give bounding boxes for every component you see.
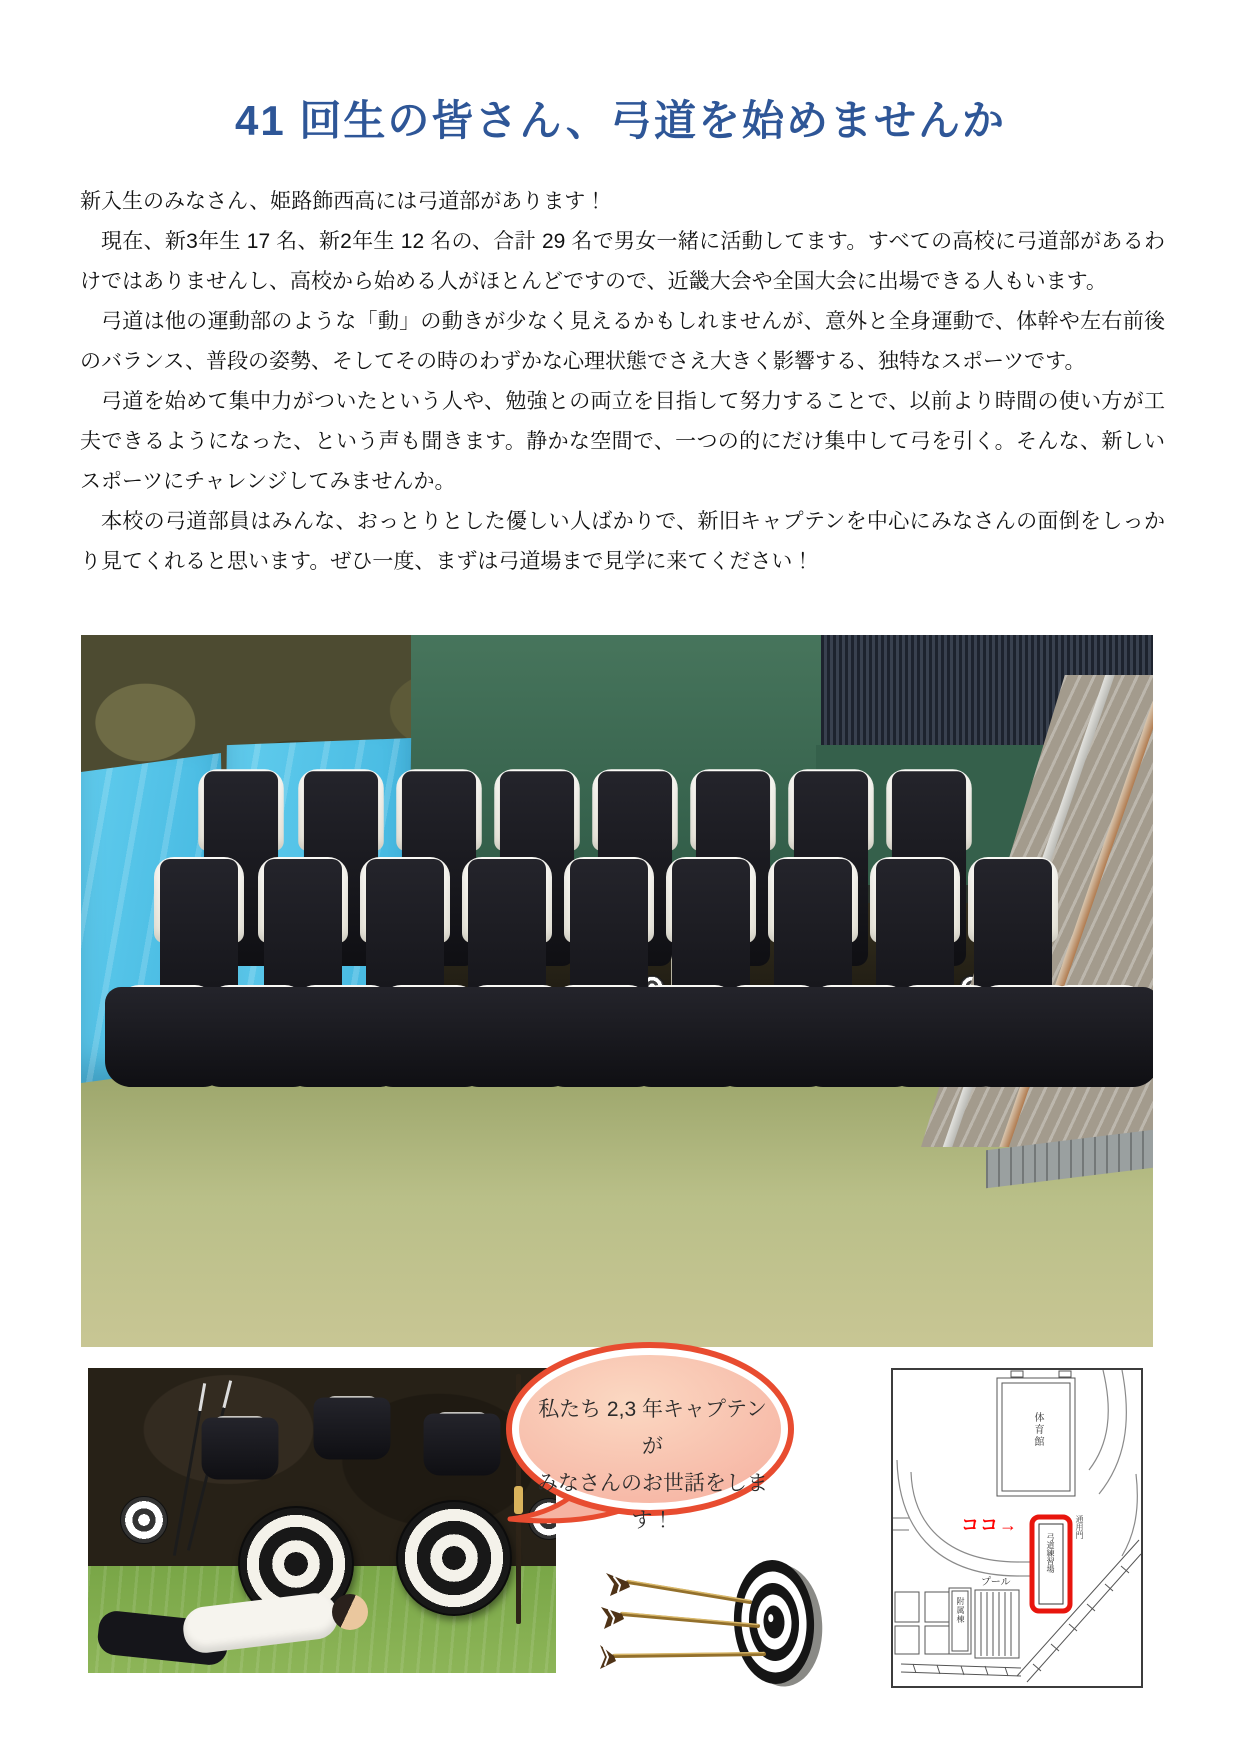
article-text [80, 182, 1165, 582]
map-label-gym: 体育館 [1032, 1412, 1043, 1448]
paragraph: 弓道は他の運動部のような「動」の動きが少なく見えるかもしれませんが、意外と全身運動で、体幹や左右前後のバランス、普段の姿勢、そしてその時のわずかな心理状態でさえ大きく影響する、独特なスポーツです。 [80, 310, 1165, 373]
map-label-pool: プール [981, 1577, 1011, 1588]
person-hakama [202, 1418, 279, 1480]
bubble-line-2: みなさんのお世話をします！ [537, 1472, 768, 1532]
campus-map [891, 1368, 1143, 1688]
map-label-gate: 通用門 [1075, 1515, 1084, 1539]
map-label-annex: 附属棟 [956, 1597, 965, 1624]
bubble-text [530, 1391, 775, 1539]
page-title: 41 回生の皆さん、弓道を始めませんか [235, 97, 1006, 144]
map-label-here-arrow: ココ→ [961, 1515, 1018, 1535]
person-hakama [424, 1414, 501, 1476]
person-hakama [1035, 987, 1153, 1087]
map-label-kyudo-range: 弓道練習場 [1046, 1533, 1055, 1573]
bubble-line-1: 私たち 2,3 年キャプテンが [538, 1398, 767, 1458]
paragraph: 弓道を始めて集中力がついたという人や、勉強との両立を目指して努力することで、以前より時間の使い方が工夫できるようになった、という声も聞きます。静かな空間で、一つの的にだけ集中して弓を引く。そんな、新しいスポーツにチャレンジしてみませんか。 [80, 390, 1165, 493]
captains-photo [88, 1368, 556, 1673]
main-group-photo [81, 635, 1153, 1347]
paragraph: 現在、新3年生 17 名、新2年生 12 名の、合計 29 名で男女一緒に活動してます。すべての高校に弓道部があるわけではありませんし、高校から始める人がほとんどですので、近畿大会や全国大会に出場できる人もいます。 [80, 230, 1165, 293]
lying-member-head [332, 1594, 368, 1630]
speech-bubble [452, 1335, 808, 1541]
paragraph: 本校の弓道部員はみんな、おっとりとした優しい人ばかりで、新旧キャプテンを中心にみなさんの面倒をしっかり見てくれると思います。ぜひ一度、まずは弓道場まで見学に来てください！ [80, 510, 1165, 573]
person-hakama [314, 1398, 391, 1460]
held-target [396, 1500, 512, 1616]
club-members [81, 635, 1153, 1347]
paragraph: 新入生のみなさん、姫路飾西高には弓道部があります！ [80, 190, 607, 213]
target-with-arrows-illustration [598, 1552, 826, 1704]
